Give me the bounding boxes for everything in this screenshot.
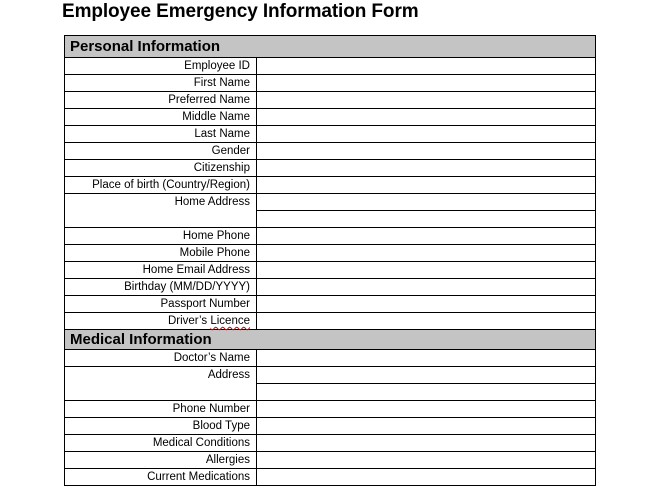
row-place-of-birth: [65, 177, 595, 194]
form-title: Employee Emergency Information Form: [62, 1, 419, 22]
row-home-phone: [65, 228, 595, 245]
doctor-address-line-divider: [257, 383, 595, 384]
row-gender: [65, 143, 595, 160]
row-first-name: [65, 75, 595, 92]
label-preferred-name: Preferred Name: [65, 92, 257, 108]
preferred-name-field[interactable]: [257, 92, 595, 108]
drivers-licence-field[interactable]: [257, 313, 595, 329]
label-home-email: Home Email Address: [65, 262, 257, 278]
row-current-medications: [65, 469, 595, 486]
row-mobile-phone: [65, 245, 595, 262]
label-current-medications: Current Medications: [65, 469, 257, 485]
row-citizenship: [65, 160, 595, 177]
allergies-field[interactable]: [257, 452, 595, 468]
home-address-line-divider: [257, 210, 595, 211]
row-allergies: [65, 452, 595, 469]
row-medical-conditions: [65, 435, 595, 452]
gender-field[interactable]: [257, 143, 595, 159]
label-place-of-birth: Place of birth (Country/Region): [65, 177, 257, 193]
label-home-address: Home Address: [65, 194, 257, 227]
row-preferred-name: [65, 92, 595, 109]
home-phone-field[interactable]: [257, 228, 595, 244]
row-employee-id: [65, 58, 595, 75]
doctors-name-field[interactable]: [257, 350, 595, 366]
row-passport: [65, 296, 595, 313]
doctor-address-field[interactable]: [257, 367, 595, 400]
section-header-personal: Personal Information: [65, 36, 595, 58]
current-medications-field[interactable]: [257, 469, 595, 485]
row-doctor-address: [65, 367, 595, 401]
employee-id-field[interactable]: [257, 58, 595, 74]
label-passport: Passport Number: [65, 296, 257, 312]
label-birthday: Birthday (MM/DD/YYYY): [65, 279, 257, 295]
home-address-field[interactable]: [257, 194, 595, 227]
label-blood-type: Blood Type: [65, 418, 257, 434]
first-name-field[interactable]: [257, 75, 595, 91]
row-home-address: [65, 194, 595, 228]
label-mobile-phone: Mobile Phone: [65, 245, 257, 261]
section-header-medical: Medical Information: [65, 330, 595, 350]
blood-type-field[interactable]: [257, 418, 595, 434]
label-middle-name: Middle Name: [65, 109, 257, 125]
home-email-field[interactable]: [257, 262, 595, 278]
label-medical-conditions: Medical Conditions: [65, 435, 257, 451]
row-birthday: [65, 279, 595, 296]
medical-conditions-field[interactable]: [257, 435, 595, 451]
row-drivers-licence: [65, 313, 595, 330]
birthday-field[interactable]: [257, 279, 595, 295]
label-employee-id: Employee ID: [65, 58, 257, 74]
label-first-name: First Name: [65, 75, 257, 91]
place-of-birth-field[interactable]: [257, 177, 595, 193]
row-doctors-name: [65, 350, 595, 367]
label-allergies: Allergies: [65, 452, 257, 468]
last-name-field[interactable]: [257, 126, 595, 142]
label-gender: Gender: [65, 143, 257, 159]
label-doctors-name: Doctor’s Name: [65, 350, 257, 366]
label-doctor-address: Address: [65, 367, 257, 400]
row-phone-number: [65, 401, 595, 418]
row-middle-name: [65, 109, 595, 126]
middle-name-field[interactable]: [257, 109, 595, 125]
row-blood-type: [65, 418, 595, 435]
mobile-phone-field[interactable]: [257, 245, 595, 261]
label-drivers-licence: [65, 313, 257, 329]
phone-number-field[interactable]: [257, 401, 595, 417]
row-last-name: [65, 126, 595, 143]
label-phone-number: Phone Number: [65, 401, 257, 417]
row-home-email: [65, 262, 595, 279]
label-drivers-licence-prefix: Driver’s: [167, 315, 211, 327]
label-drivers-licence-word: Licence: [210, 315, 250, 327]
passport-field[interactable]: [257, 296, 595, 312]
citizenship-field[interactable]: [257, 160, 595, 176]
emergency-form-table: [64, 35, 596, 486]
label-home-phone: Home Phone: [65, 228, 257, 244]
label-last-name: Last Name: [65, 126, 257, 142]
label-citizenship: Citizenship: [65, 160, 257, 176]
